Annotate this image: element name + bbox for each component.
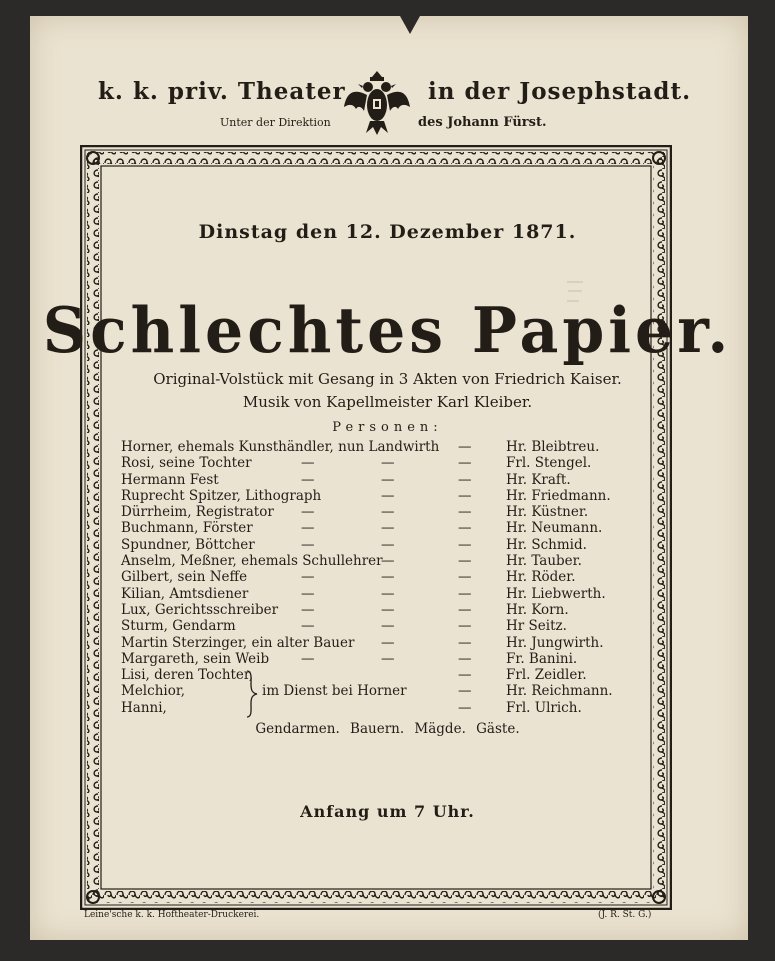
music-credit: Musik von Kapellmeister Karl Kleiber. — [242, 393, 533, 411]
cast-role: Dürrheim, Registrator — [121, 504, 274, 521]
dash-separator: — — [458, 504, 472, 521]
cast-row — [121, 455, 621, 471]
cast-row — [121, 472, 621, 488]
cast-row — [121, 602, 621, 618]
cast-row — [121, 520, 621, 536]
right-brace — [245, 670, 259, 718]
cast-actor: Hr. Schmid. — [506, 536, 587, 553]
dash-separator: — — [301, 471, 315, 488]
cast-role: Sturm, Gendarm — [121, 618, 236, 635]
dash-separator: — — [381, 536, 395, 553]
play-subtitle: Original-Volstück mit Gesang in 3 Akten von Friedrich Kaiser. — [153, 370, 622, 388]
dash-separator: — — [301, 650, 315, 667]
cast-actor: Hr. Küstner. — [506, 504, 589, 521]
printer-imprint: Leine'sche k. k. Hoftheater-Druckerei. — [84, 910, 260, 920]
dash-separator: — — [381, 569, 395, 586]
cast-role: Lisi, deren Tochter, — [121, 667, 254, 684]
dash-separator: — — [458, 487, 472, 504]
start-time: Anfang um 7 Uhr. — [300, 802, 475, 821]
cast-row — [121, 488, 621, 504]
dash-separator: — — [458, 585, 472, 602]
dash-separator: — — [301, 601, 315, 618]
dash-separator: — — [301, 520, 315, 537]
dash-separator: — — [381, 520, 395, 537]
print-reference: (J. R. St. G.) — [598, 910, 652, 920]
cast-row — [121, 651, 621, 667]
direction-label: Unter der Direktion — [220, 116, 331, 129]
theater-name-right: in der Josephstadt. — [428, 78, 692, 105]
cast-actor: Hr. Röder. — [506, 569, 576, 586]
performance-date: Dinstag den 12. Dezember 1871. — [198, 221, 577, 243]
cast-role: Martin Sterzinger, ein alter Bauer — [121, 634, 355, 651]
cast-actor: Frl. Ulrich. — [506, 699, 582, 716]
cast-actor: Hr. Korn. — [506, 601, 569, 618]
cast-role: Anselm, Meßner, ehemals Schullehrer — [121, 553, 383, 570]
cast-role: Buchmann, Förster — [121, 520, 253, 537]
dash-separator: — — [381, 634, 395, 651]
cast-row — [121, 504, 621, 520]
dash-separator: — — [458, 667, 472, 684]
cast-row — [121, 439, 621, 455]
dash-separator: — — [301, 585, 315, 602]
cast-role: Horner, ehemals Kunsthändler, nun Landwirth — [121, 439, 440, 455]
cast-actor: Hr. Reichmann. — [506, 683, 613, 700]
cast-role: Gilbert, sein Neffe — [121, 569, 248, 586]
cast-role: Ruprecht Spitzer, Lithograph — [121, 487, 322, 504]
paper-tear — [400, 16, 420, 34]
cast-role: Melchior, — [121, 683, 186, 700]
dash-separator: — — [301, 536, 315, 553]
cast-actor: Hr. Friedmann. — [506, 487, 611, 504]
dash-separator: — — [301, 618, 315, 635]
dash-separator: — — [458, 439, 472, 455]
extras-line: Gendarmen. Bauern. Mägde. Gäste. — [255, 721, 520, 737]
cast-role: Margareth, sein Weib — [121, 650, 270, 667]
cast-heading: Personen: — [332, 420, 443, 435]
dash-separator: — — [381, 585, 395, 602]
cast-actor: Hr. Bleibtreu. — [506, 439, 600, 455]
dash-separator: — — [458, 699, 472, 716]
dash-separator: — — [458, 569, 472, 586]
dash-separator: — — [301, 455, 315, 472]
dash-separator: — — [381, 601, 395, 618]
double-eagle-crest-icon — [342, 65, 412, 137]
dash-separator: — — [381, 504, 395, 521]
cast-role: Hanni, — [121, 699, 167, 716]
cast-actor: Hr Seitz. — [506, 618, 567, 635]
cast-role: Kilian, Amtsdiener — [121, 585, 249, 602]
cast-row — [121, 586, 621, 602]
cast-actor: Hr. Neumann. — [506, 520, 603, 537]
cast-group-label: im Dienst bei Horner — [262, 683, 407, 699]
dash-separator: — — [458, 634, 472, 651]
dash-separator: — — [458, 683, 472, 700]
dash-separator: — — [381, 487, 395, 504]
cast-role: Spundner, Böttcher — [121, 536, 255, 553]
dash-separator: — — [458, 471, 472, 488]
dash-separator: — — [458, 601, 472, 618]
cast-list — [121, 439, 621, 716]
dash-separator: — — [381, 650, 395, 667]
cast-actor: Hr. Kraft. — [506, 471, 571, 488]
play-title: Schlechtes Papier. — [42, 294, 733, 368]
director-name: des Johann Fürst. — [418, 115, 547, 130]
cast-role: Lux, Gerichtsschreiber — [121, 601, 279, 618]
cast-actor: Hr. Liebwerth. — [506, 585, 606, 602]
cast-role: Hermann Fest — [121, 471, 219, 488]
theater-name-left: k. k. priv. Theater — [98, 78, 346, 105]
dash-separator: — — [458, 553, 472, 570]
dash-separator: — — [381, 471, 395, 488]
cast-row — [121, 667, 621, 683]
cast-row — [121, 618, 621, 634]
cast-row — [121, 635, 621, 651]
dash-separator: — — [458, 520, 472, 537]
cast-row — [121, 569, 621, 585]
cast-actor: Frl. Zeidler. — [506, 667, 587, 684]
dash-separator: — — [458, 536, 472, 553]
cast-row — [121, 553, 621, 569]
dash-separator: — — [458, 650, 472, 667]
dash-separator: — — [381, 618, 395, 635]
dash-separator: — — [458, 455, 472, 472]
dash-separator: — — [381, 553, 395, 570]
cast-row — [121, 700, 621, 716]
cast-row — [121, 537, 621, 553]
cast-actor: Fr. Banini. — [506, 650, 578, 667]
cast-actor: Frl. Stengel. — [506, 455, 592, 472]
dash-separator: — — [301, 569, 315, 586]
dash-separator: — — [381, 455, 395, 472]
cast-actor: Hr. Tauber. — [506, 553, 582, 570]
dash-separator: — — [301, 504, 315, 521]
dash-separator: — — [458, 618, 472, 635]
cast-actor: Hr. Jungwirth. — [506, 634, 604, 651]
cast-role: Rosi, seine Tochter — [121, 455, 252, 472]
